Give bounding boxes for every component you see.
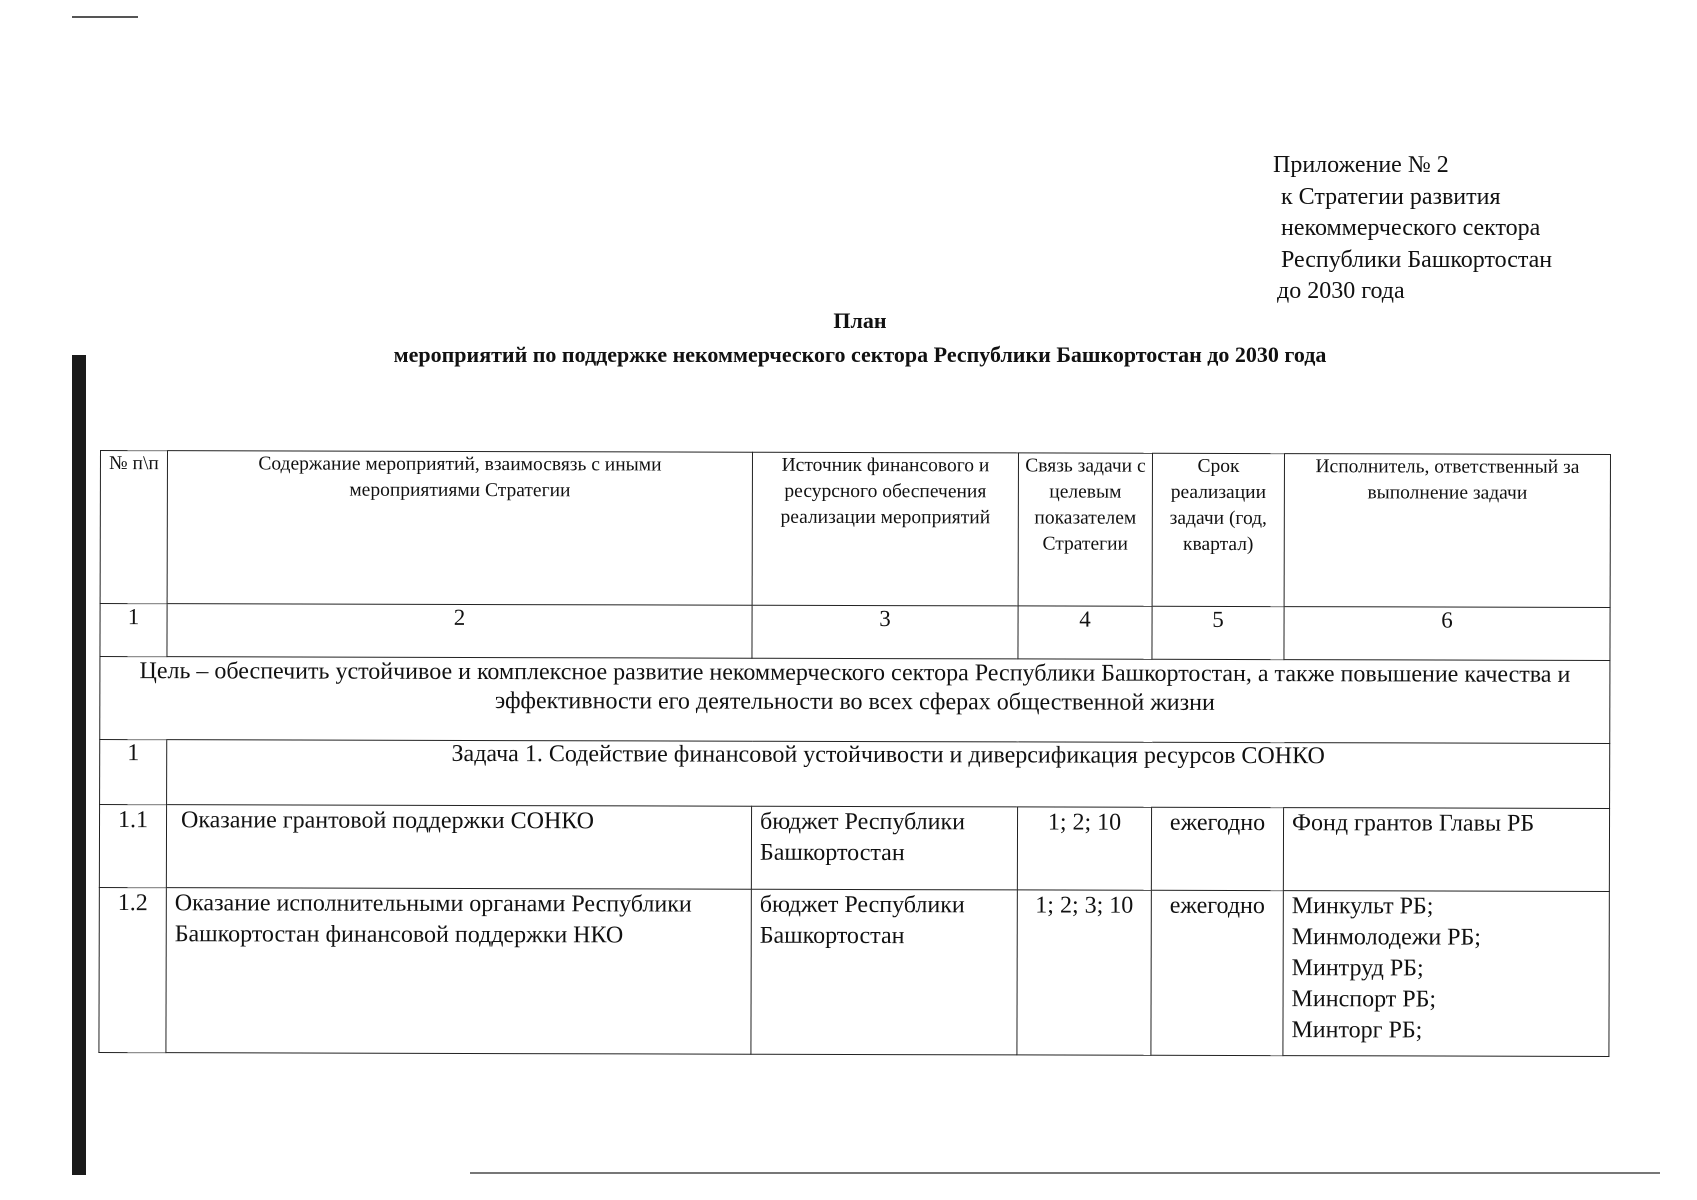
column-number-row [100, 604, 1610, 661]
scan-artifact-top [72, 16, 138, 18]
document-subtitle: мероприятий по поддержке некоммерческого сектора Республики Башкортостан до 2030 года [393, 342, 1327, 367]
column-number: 4 [1018, 606, 1152, 659]
header-cell-term: Срок реализации задачи (год, квартал) [1152, 453, 1284, 606]
task-text: Задача 1. Содействие финансовой устойчивости и диверсификация ресурсов СОНКО [167, 740, 1610, 809]
goal-row [100, 657, 1610, 744]
executor-item: Минспорт РБ; [1291, 986, 1437, 1013]
header-cell-executor: Исполнитель, ответственный за выполнение задачи [1284, 454, 1610, 608]
row-term: ежегодно [1151, 807, 1283, 890]
column-number: 2 [167, 604, 752, 659]
goal-text: Цель – обеспечить устойчивое и комплексное развитие некоммерческого сектора Республики Башкортостан, а также повышение качества и эффективности его деятельности во всех сферах общественной жизни [100, 657, 1610, 744]
column-number: 5 [1152, 606, 1284, 659]
row-source: бюджет Республики Башкортостан [751, 806, 1017, 890]
table-header-row [100, 451, 1610, 608]
row-content: Оказание исполнительными органами Республики Башкортостан финансовой поддержки НКО [166, 888, 751, 1055]
column-number: 6 [1284, 607, 1610, 661]
table-row [99, 887, 1609, 1056]
row-number: 1.2 [99, 887, 166, 1052]
task-row [100, 740, 1610, 809]
header-cell-indicator: Связь задачи с целевым показателем Стратегии [1018, 453, 1152, 606]
header-cell-num: № п\п [100, 451, 167, 604]
appendix-line: Приложение № 2 [1273, 152, 1449, 178]
executor-item: Минмолодежи РБ; [1291, 924, 1482, 951]
appendix-line: к Стратегии развития [1281, 183, 1501, 210]
header-cell-source: Источник финансового и ресурсного обеспечения реализации мероприятий [752, 452, 1018, 606]
executor-item: Минторг РБ; [1291, 1017, 1423, 1044]
row-indicator: 1; 2; 10 [1017, 807, 1151, 890]
column-number: 1 [100, 604, 167, 657]
row-executors [1283, 808, 1609, 892]
row-executors [1283, 891, 1609, 1057]
plan-table [98, 450, 1611, 1057]
task-number: 1 [100, 740, 167, 805]
appendix-line: Республики Башкортостан [1281, 246, 1553, 273]
executor-item: Минкульт РБ; [1291, 893, 1434, 920]
document-title: План [833, 308, 887, 333]
executor-item: Минтруд РБ; [1291, 955, 1424, 982]
row-source: бюджет Республики Башкортостан [751, 889, 1017, 1055]
scan-artifact-bottom [470, 1172, 1660, 1174]
appendix-line: до 2030 года [1277, 278, 1405, 304]
appendix-line: некоммерческого сектора [1281, 215, 1541, 241]
executor-item: Фонд грантов Главы РБ [1291, 810, 1535, 837]
column-number: 3 [752, 605, 1018, 659]
row-indicator: 1; 2; 3; 10 [1017, 890, 1151, 1055]
row-content: Оказание грантовой поддержки СОНКО [166, 805, 751, 890]
scan-artifact-left-edge [72, 355, 86, 1175]
row-term: ежегодно [1151, 890, 1283, 1055]
row-number: 1.1 [99, 805, 166, 888]
appendix-note [1273, 150, 1552, 308]
table-row [99, 805, 1609, 892]
header-cell-content: Содержание мероприятий, взаимосвязь с иными мероприятиями Стратегии [167, 451, 752, 606]
